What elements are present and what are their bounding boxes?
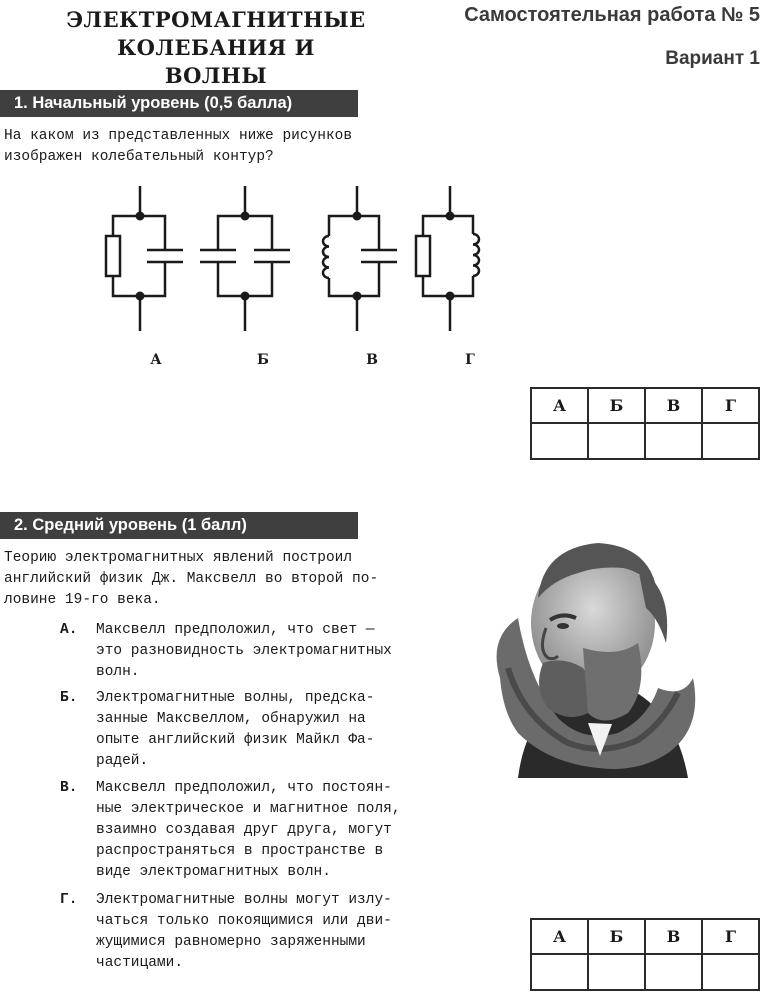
answer-header: А [531,388,588,423]
option-line: Электромагнитные волны, предска- [96,690,375,706]
option-letter: В. [60,780,78,796]
answer-cell[interactable] [588,423,645,459]
answer-cell[interactable] [645,423,702,459]
option-line: Максвелл предположил, что постоян- [96,780,392,796]
option-line: радей. [96,753,149,769]
option-text [96,890,428,974]
resistor-icon [106,236,120,276]
option-line: чаться только покоящимися или дви- [96,913,392,929]
intro-line: ловине 19-го века. [4,592,161,608]
page-title [66,6,366,90]
intro-line: английский физик Дж. Максвелл во второй по- [4,571,379,587]
variant-label: Вариант 1 [665,48,760,69]
option-line: ные электрическое и магнитное поля, [96,801,401,817]
option-line: жущимися равномерно заряженными [96,934,366,950]
option-text [96,778,428,883]
circuit-a [106,186,183,331]
option-b [60,688,428,774]
answer-cell[interactable] [702,423,759,459]
option-text [96,688,428,772]
option-line: виде электромагнитных волн. [96,864,331,880]
circuit-b [200,186,290,331]
answer-table-2 [530,918,760,991]
question-2-intro [4,548,428,611]
question-1-line: изображен колебательный контур? [4,149,274,165]
option-line: распространяться в пространстве в [96,843,384,859]
option-line: частицами. [96,955,184,971]
section-1-heading: 1. Начальный уровень (0,5 балла) [14,94,293,112]
answer-header: Б [588,388,645,423]
intro-line: Теорию электромагнитных явлений построил [4,550,353,566]
answer-header: Б [588,919,645,954]
circuit-label-b: Б [257,352,269,368]
resistor-icon [416,236,430,276]
work-number: Самостоятельная работа № 5 [464,4,760,26]
option-line: опыте английский физик Майкл Фа- [96,732,375,748]
circuit-diagrams [95,186,295,336]
answer-cell[interactable] [531,423,588,459]
answer-header: Г [702,388,759,423]
option-v [60,778,428,886]
option-line: волн. [96,664,140,680]
option-line: это разновидность электромагнитных [96,643,392,659]
title-line-2: КОЛЕБАНИЯ И ВОЛНЫ [117,35,315,88]
section-2-heading: 2. Средний уровень (1 балл) [14,516,247,534]
option-letter: А. [60,622,78,638]
answer-header: А [531,919,588,954]
option-letter: Б. [60,690,78,706]
circuit-label-g: Г [465,352,475,368]
coil-icon [323,236,329,278]
answer-header: Г [702,919,759,954]
option-line: Электромагнитные волны могут излу- [96,892,392,908]
answer-header: В [645,919,702,954]
question-1-line: На каком из представленных ниже рисунков [4,128,353,144]
question-1-text [4,126,428,168]
option-line: занные Максвеллом, обнаружил на [96,711,366,727]
title-line-1: ЭЛЕКТРОМАГНИТНЫЕ [66,7,366,32]
circuit-label-a: А [150,352,162,368]
answer-cell[interactable] [645,954,702,990]
answer-cell[interactable] [588,954,645,990]
option-text [96,620,428,683]
coil-icon [473,234,479,276]
option-a [60,620,428,686]
answer-header: В [645,388,702,423]
option-line: Максвелл предположил, что свет — [96,622,375,638]
option-letter: Г. [60,892,78,908]
answer-cell[interactable] [702,954,759,990]
maxwell-portrait [488,528,708,778]
circuit-v [323,186,397,331]
option-g [60,890,428,976]
circuit-label-v: В [366,352,378,368]
circuit-g [416,186,479,331]
option-line: взаимно создавая друг друга, могут [96,822,392,838]
answer-table-1 [530,387,760,460]
answer-cell[interactable] [531,954,588,990]
